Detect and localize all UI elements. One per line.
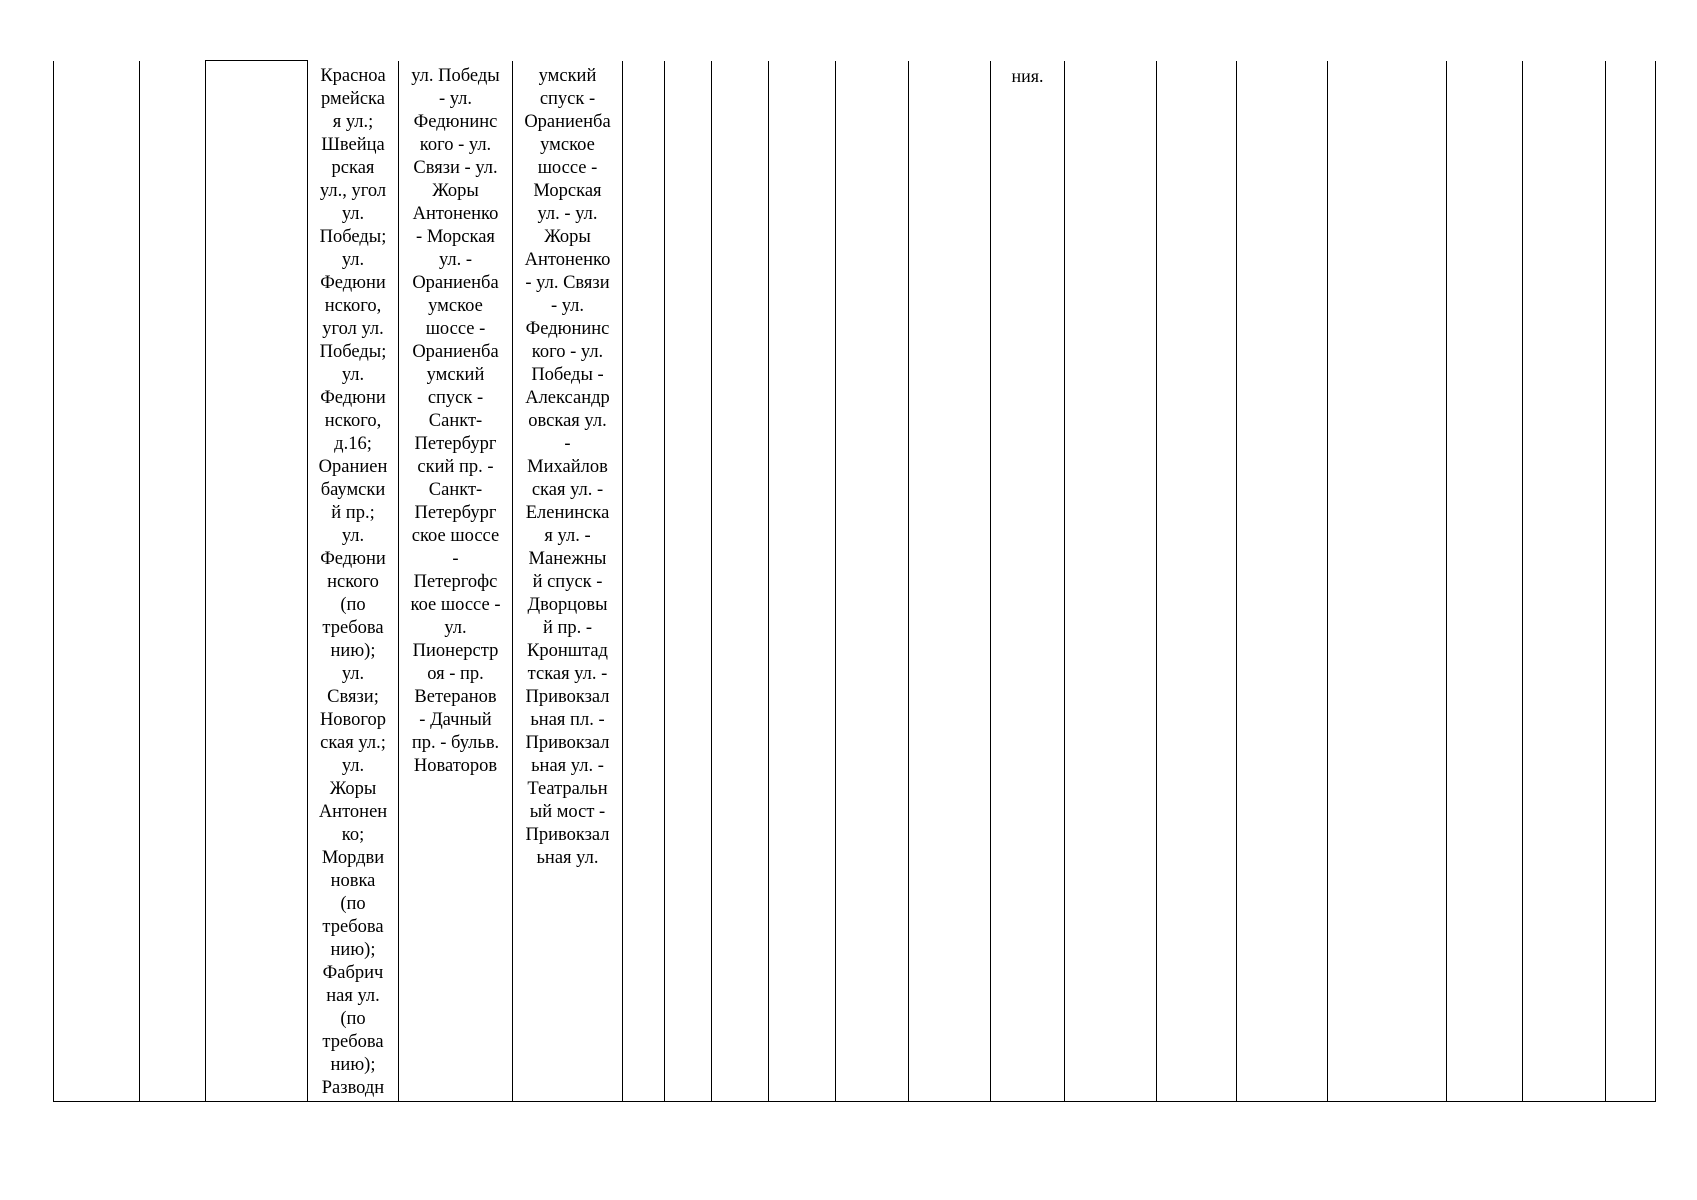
text-line: - [564, 433, 571, 454]
note-text: ния. [1011, 65, 1044, 86]
text-line: - ул. [550, 295, 585, 316]
text-line: Ораниен [318, 456, 388, 477]
table-cell-16 [1237, 61, 1328, 1102]
text-line: ул. - [438, 249, 473, 270]
text-line: шоссе - [425, 318, 486, 339]
text-line: ьная ул. [536, 847, 599, 868]
text-line: Еленинска [525, 502, 610, 523]
text-line: ьная пл. - [530, 709, 605, 730]
text-line: спуск - [427, 387, 484, 408]
text-line: - ул. [438, 88, 473, 109]
route-forward-text [399, 61, 512, 778]
table-cell-13 [991, 61, 1065, 1102]
text-line: Федюни [320, 272, 386, 293]
text-line: Кронштад [527, 640, 608, 661]
text-line: требова [322, 916, 384, 937]
text-line: Ораниенба [412, 341, 499, 362]
text-line: (по [340, 893, 366, 914]
text-line: я ул.; [332, 111, 374, 132]
text-line: Ветеранов [414, 686, 497, 707]
text-line: Привокзал [525, 824, 610, 845]
text-line: ская ул.; [320, 732, 386, 753]
text-line: Петергофс [413, 571, 498, 592]
text-line: й пр.; [331, 502, 375, 523]
text-line: я ул. - [544, 525, 591, 546]
text-line: пр. - бульв. [411, 732, 500, 753]
text-line: Федюни [320, 387, 386, 408]
text-line: Антоненко [524, 249, 611, 270]
text-line: Дворцовы [527, 594, 608, 615]
text-line: ый мост - [529, 801, 606, 822]
table-cell-8 [665, 61, 712, 1102]
text-line: Манежны [528, 548, 607, 569]
text-line: ский пр. - [417, 456, 494, 477]
table-cell-17 [1328, 61, 1447, 1102]
table-row [54, 61, 1656, 1102]
text-line: ская ул. - [531, 479, 604, 500]
text-line: Привокзал [525, 732, 610, 753]
text-line: ул. Победы [411, 65, 500, 86]
text-line: умский [426, 364, 485, 385]
text-line: Победы; [319, 226, 387, 247]
text-line: ул. [341, 663, 365, 684]
text-line: Связи - ул. [413, 157, 498, 178]
text-line: кого - ул. [419, 134, 492, 155]
text-line: ул., угол [319, 180, 387, 201]
text-line: ское шоссе [411, 525, 500, 546]
text-line: Морская [533, 180, 602, 201]
text-line: ная ул. [326, 985, 380, 1006]
text-line: Фабрич [322, 962, 384, 983]
text-line: й пр. - [542, 617, 593, 638]
text-line: - ул. Связи [525, 272, 610, 293]
text-line: Федюнинс [525, 318, 610, 339]
text-line: Театральн [527, 778, 608, 799]
table-cell-11 [836, 61, 909, 1102]
text-line: - Морская [416, 226, 495, 247]
table-cell-14 [1065, 61, 1157, 1102]
text-line: ул. [444, 617, 467, 638]
stops-list [308, 61, 398, 1100]
text-line: - [452, 548, 459, 569]
text-line: Связи; [327, 686, 379, 707]
table-cell-7 [623, 61, 665, 1102]
text-line: й спуск - [532, 571, 603, 592]
text-line: тская ул. - [527, 663, 608, 684]
text-line: нию); [330, 1054, 376, 1075]
text-line: Новогор [319, 709, 387, 730]
text-line: Швейца [321, 134, 385, 155]
table-cell-route-forward [399, 61, 513, 1102]
text-line: ул. [341, 364, 365, 385]
table-cell-2 [140, 61, 206, 1102]
text-line: (по [340, 594, 366, 615]
table-cell-15 [1157, 61, 1237, 1102]
table-cell-20 [1606, 61, 1656, 1102]
table-cell-1 [54, 61, 140, 1102]
text-line: ул. [341, 525, 365, 546]
table-cell-route-back [513, 61, 623, 1102]
table-cell-3 [206, 61, 308, 1102]
text-line: ул. [341, 203, 365, 224]
text-line: шоссе - [537, 157, 598, 178]
text-line: Петербург [414, 433, 497, 454]
table-cell-18 [1447, 61, 1523, 1102]
text-line: требова [322, 617, 384, 638]
text-line: Победы - [531, 364, 604, 385]
text-line: Санкт- [428, 479, 483, 500]
text-line: Санкт- [428, 410, 483, 431]
text-line: Победы; [319, 341, 387, 362]
text-line: Федюни [320, 548, 386, 569]
text-line: ул. - ул. [537, 203, 598, 224]
text-line: ьная ул. - [531, 755, 604, 776]
text-line: Пионерстр [412, 640, 499, 661]
table-cell-12 [909, 61, 991, 1102]
table-cell-10 [769, 61, 836, 1102]
text-line: рская [331, 157, 375, 178]
text-line: Ораниенба [524, 111, 611, 132]
text-line: баумски [320, 479, 386, 500]
text-line: (по [340, 1008, 366, 1029]
route-back-text [513, 61, 622, 870]
text-line: Антоненко [412, 203, 499, 224]
text-line: Жоры [544, 226, 591, 247]
text-line: умское [428, 295, 483, 316]
text-line: нского [327, 571, 379, 592]
text-line: Разводн [321, 1077, 385, 1098]
text-line: ул. [341, 249, 365, 270]
text-line: д.16; [334, 433, 372, 454]
text-line: Мордви [321, 847, 385, 868]
table-cell-stops [308, 61, 399, 1102]
text-line: Новаторов [413, 755, 498, 776]
text-line: кого - ул. [531, 341, 604, 362]
text-line: нию); [330, 640, 376, 661]
text-line: нского, [324, 410, 382, 431]
text-line: Александр [525, 387, 610, 408]
text-line: оя - пр. [427, 663, 484, 684]
text-line: рмейска [321, 88, 385, 109]
text-line: угол ул. [322, 318, 384, 339]
text-line: спуск - [539, 88, 596, 109]
text-line: кое шоссе - [410, 594, 501, 615]
text-line: новка [330, 870, 376, 891]
text-line: нию); [330, 939, 376, 960]
table-cell-19 [1523, 61, 1606, 1102]
text-line: Антонен [318, 801, 388, 822]
text-line: нского, [324, 295, 382, 316]
text-line: Петербург [414, 502, 497, 523]
text-line: умское [540, 134, 595, 155]
text-line: умский [538, 65, 597, 86]
text-line: Жоры [432, 180, 479, 201]
text-line: Жоры [329, 778, 377, 799]
text-line: Федюнинс [413, 111, 498, 132]
route-table [53, 60, 1656, 1102]
text-line: Привокзал [525, 686, 610, 707]
text-line: ул. [341, 755, 365, 776]
text-line: овская ул. [528, 410, 607, 431]
text-line: ко; [341, 824, 365, 845]
table-cell-9 [712, 61, 769, 1102]
text-line: - Дачный [419, 709, 492, 730]
text-line: Красноа [320, 65, 386, 86]
text-line: требова [322, 1031, 384, 1052]
text-line: Ораниенба [412, 272, 499, 293]
text-line: Михайлов [527, 456, 608, 477]
